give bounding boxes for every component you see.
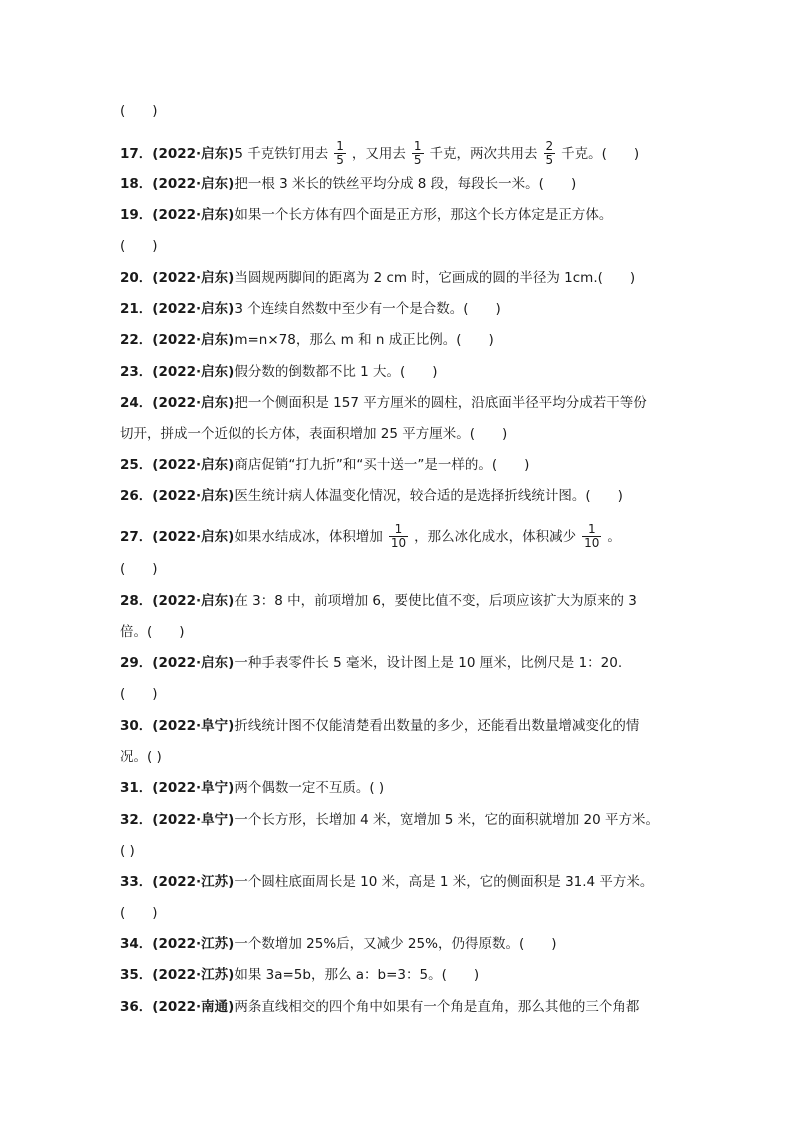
question-text: 千克，两次共用去 <box>429 145 538 162</box>
fraction-numerator: 1 <box>587 522 596 536</box>
question-text: 医生统计病人体温变化情况，较合适的是选择折线统计图。( ) <box>234 488 623 504</box>
question-text: 5 千克铁钉用去 <box>234 145 329 162</box>
question-33 <box>120 872 700 892</box>
question-30-cont <box>120 747 700 767</box>
fraction <box>582 523 601 550</box>
question-number: 32． <box>120 812 153 828</box>
fraction-denominator: 5 <box>545 153 554 167</box>
question-text: 折线统计图不仅能清楚看出数量的多少，还能看出数量增减变化的情 <box>234 718 640 734</box>
question-text: 一个长方形，长增加 4 米，宽增加 5 米，它的面积就增加 20 平方米。 <box>234 812 659 828</box>
question-source: (2022·江苏) <box>152 874 235 890</box>
question-32 <box>120 810 700 830</box>
question-number: 33． <box>120 874 153 890</box>
question-26 <box>120 486 700 506</box>
question-source: (2022·启东) <box>152 488 235 504</box>
question-25 <box>120 455 700 475</box>
question-number: 31． <box>120 780 153 796</box>
question-source: (2022·启东) <box>152 593 235 609</box>
question-source: (2022·江苏) <box>152 936 235 952</box>
question-source: (2022·启东) <box>152 457 235 473</box>
question-22 <box>120 330 700 350</box>
question-number: 24． <box>120 395 153 411</box>
question-19-cont <box>120 236 700 256</box>
question-number: 18． <box>120 176 153 192</box>
fraction <box>412 140 424 167</box>
question-32-cont <box>120 841 700 861</box>
question-source: (2022·启东) <box>152 301 235 317</box>
question-text: 倍。( ) <box>120 624 185 640</box>
question-29 <box>120 653 700 673</box>
question-36 <box>120 997 700 1017</box>
fraction-denominator: 10 <box>584 536 600 550</box>
fraction <box>544 140 556 167</box>
question-text: 况。( ) <box>120 749 162 765</box>
question-text: m=n×78，那么 m 和 n 成正比例。( ) <box>234 332 494 348</box>
question-number: 29． <box>120 655 153 671</box>
question-text: 3 个连续自然数中至少有一个是合数。( ) <box>234 301 501 317</box>
question-text: ，又用去 <box>351 145 406 162</box>
question-number: 30． <box>120 718 153 734</box>
fraction-numerator: 2 <box>545 139 554 153</box>
question-35 <box>120 965 700 985</box>
answer-blank: ( ) <box>120 843 135 859</box>
question-text: ，那么冰化成水，体积减少 <box>414 528 577 545</box>
question-number: 34． <box>120 936 153 952</box>
answer-blank: ( ) <box>120 103 158 119</box>
question-source: (2022·启东) <box>152 207 235 223</box>
question-source: (2022·启东) <box>152 332 235 348</box>
question-text: 如果水结成冰，体积增加 <box>234 528 383 545</box>
question-text: 。 <box>607 528 621 545</box>
fraction-denominator: 5 <box>336 153 344 167</box>
answer-blank: ( ) <box>120 686 158 702</box>
question-28 <box>120 591 700 611</box>
question-number: 23． <box>120 364 153 380</box>
question-source: (2022·启东) <box>152 270 235 286</box>
question-text: 一种手表零件长 5 毫米，设计图上是 10 厘米，比例尺是 1：20. <box>234 655 623 671</box>
question-21 <box>120 299 700 319</box>
question-27-cont <box>120 559 700 579</box>
question-number: 25． <box>120 457 153 473</box>
question-19 <box>120 205 700 225</box>
answer-blank: ( ) <box>120 561 158 577</box>
question-24 <box>120 393 700 413</box>
question-source: (2022·南通) <box>152 999 235 1015</box>
question-text: 把一个侧面积是 157 平方厘米的圆柱，沿底面半径平均分成若干等份 <box>234 395 647 411</box>
question-30 <box>120 716 700 736</box>
question-20 <box>120 268 700 288</box>
fraction-denominator: 5 <box>413 153 422 167</box>
fraction-numerator: 1 <box>394 522 403 536</box>
question-source: (2022·阜宁) <box>152 812 235 828</box>
question-source: (2022·阜宁) <box>152 780 235 796</box>
question-source: (2022·启东) <box>152 145 235 162</box>
question-number: 26． <box>120 488 153 504</box>
question-31 <box>120 778 700 798</box>
answer-blank: ( ) <box>120 238 158 254</box>
answer-blank: ( ) <box>120 905 158 921</box>
fraction-numerator: 1 <box>336 139 344 153</box>
question-number: 19． <box>120 207 153 223</box>
question-text: 千克。( ) <box>561 145 640 162</box>
fraction <box>389 523 408 550</box>
question-text: 切开，拼成一个近似的长方体，表面积增加 25 平方厘米。( ) <box>120 426 508 442</box>
question-number: 20． <box>120 270 153 286</box>
question-text: 两个偶数一定不互质。( ) <box>234 780 385 796</box>
question-number: 17． <box>120 145 153 162</box>
question-18 <box>120 174 700 194</box>
question-number: 21． <box>120 301 153 317</box>
question-text: 一个圆柱底面周长是 10 米，高是 1 米，它的侧面积是 31.4 平方米。 <box>234 874 654 890</box>
question-number: 22． <box>120 332 153 348</box>
question-27 <box>120 523 700 550</box>
question-source: (2022·启东) <box>152 655 235 671</box>
question-text: 当圆规两脚间的距离为 2 cm 时，它画成的圆的半径为 1cm.( ) <box>234 270 636 286</box>
question-29-cont <box>120 684 700 704</box>
question-source: (2022·阜宁) <box>152 718 235 734</box>
question-number: 28． <box>120 593 153 609</box>
answer-blank-line <box>120 101 700 121</box>
question-17 <box>120 140 700 167</box>
fraction-numerator: 1 <box>413 139 422 153</box>
question-23 <box>120 362 700 382</box>
question-34 <box>120 934 700 954</box>
question-33-cont <box>120 903 700 923</box>
question-text: 把一根 3 米长的铁丝平均分成 8 段，每段长一米。( ) <box>234 176 577 192</box>
question-number: 27． <box>120 528 153 545</box>
question-source: (2022·启东) <box>152 528 235 545</box>
question-number: 36． <box>120 999 153 1015</box>
question-source: (2022·启东) <box>152 364 235 380</box>
question-text: 如果一个长方体有四个面是正方形，那这个长方体定是正方体。 <box>234 207 613 223</box>
question-number: 35． <box>120 967 153 983</box>
question-text: 一个数增加 25%后，又减少 25%，仍得原数。( ) <box>234 936 557 952</box>
question-28-cont <box>120 622 700 642</box>
question-source: (2022·江苏) <box>152 967 235 983</box>
fraction <box>334 140 346 167</box>
question-24-cont <box>120 424 700 444</box>
question-text: 商店促销“打九折”和“买十送一”是一样的。( ) <box>234 457 530 473</box>
question-text: 如果 3a=5b，那么 a：b=3：5。( ) <box>234 967 480 983</box>
fraction-denominator: 10 <box>390 536 407 550</box>
question-source: (2022·启东) <box>152 395 235 411</box>
question-text: 在 3：8 中，前项增加 6，要使比值不变，后项应该扩大为原来的 3 <box>234 593 637 609</box>
question-text: 两条直线相交的四个角中如果有一个角是直角，那么其他的三个角都 <box>234 999 640 1015</box>
question-text: 假分数的倒数都不比 1 大。( ) <box>234 364 438 380</box>
question-source: (2022·启东) <box>152 176 235 192</box>
